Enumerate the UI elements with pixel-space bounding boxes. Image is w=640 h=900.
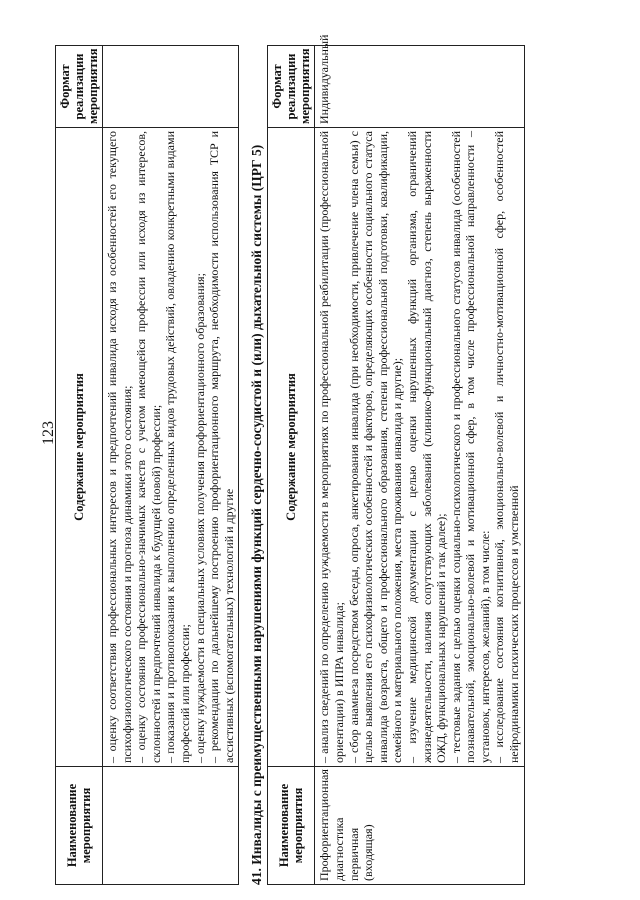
- header-format: Формат реализации мероприятия: [268, 46, 315, 128]
- list-item: – сбор анамнеза посредством беседы, опроса, анкетирования инвалида (при необходимости, привлечение члена семьи) с целью выявления его психофизиологических особенностей и факторов, определяющих особенности социального статуса инвалида (возраста, общего и профессионального образования, степени профессиональной подготовки, квалификации, семейного и материального положения, места проживания инвалида и другие);: [346, 131, 405, 763]
- list-item: – оценку соответствия профессиональных интересов и предпочтений инвалида исходя из особенностей его текущего психофизиологического состояния и прогноза динамики этого состояния;: [105, 131, 134, 763]
- list-item: – оценку состояния профессионально-значимых качеств с учетом имеющейся профессии или исходя из интересов, склонностей и предпочтений инвалида к будущей (новой) профессии;: [134, 131, 163, 763]
- header-name: Наименование мероприятия: [268, 767, 315, 885]
- list-item: – рекомендации по дальнейшему построению профориентационного маршрута, необходимости использования ТСР и ассистивных (вспомогательных) технологий и другие: [207, 131, 236, 763]
- list-item: – тестовые задания с целью оценки социально-психологического и профессионального статусов инвалида (особенностей познавательной, эмоционально-волевой и мотивационной сфер, в том числе профессиональной направленности – установок, интересов, желаний), в том числе:: [448, 131, 492, 763]
- table-header-row: [56, 46, 103, 885]
- activity-name: Профориентационная диагностика первичная (входящая): [315, 767, 524, 885]
- section-title: 41. Инвалиды с преимущественными нарушениями функций сердечно-сосудистой и (или) дыхательной системы (ЦРГ 5): [249, 144, 265, 885]
- header-name: Наименование мероприятия: [56, 767, 103, 885]
- table-continued: [55, 45, 239, 885]
- header-format: Формат реализации мероприятия: [56, 46, 103, 128]
- table-section-41: [267, 34, 524, 885]
- list-item: – анализ сведений по определению нуждаемости в мероприятиях по профессиональной реабилитации (профессиональной ориентации) в ИПРА инвалида;: [317, 131, 346, 763]
- list-item: – исследование состояния когнитивной, эмоционально-волевой и личностно-мотивационной сфер, особенностей нейродинамики психических процессов и умственной: [492, 131, 522, 763]
- table-header-row: [268, 46, 315, 885]
- content-cell: [103, 128, 239, 767]
- table-row: [103, 46, 239, 885]
- format-cell-empty: [103, 46, 239, 128]
- table-row: [315, 46, 524, 885]
- rotated-content: [55, 34, 615, 885]
- list-item: – изучение медицинской документации с целью оценки нарушенных функций организма, ограничений жизнедеятельности, наличия сопутствующих заболеваний (клинико-функциональный диагноз, степень выраженности ОЖД, функциональных нарушений и так далее);: [404, 131, 449, 763]
- header-content: Содержание мероприятия: [268, 128, 315, 767]
- page-number: 123: [40, 421, 57, 445]
- list-item: – показания и противопоказания к выполнению определенных видов трудовых действий, овладению конкретными видами профессий или профессии;: [163, 131, 192, 763]
- content-cell: [315, 128, 524, 767]
- header-content: Содержание мероприятия: [56, 128, 103, 767]
- list-item: – оценку нуждаемости в специальных условиях получения профориентационного образования;: [192, 273, 207, 763]
- name-cell-empty: [103, 767, 239, 885]
- format-cell: Индивидуальный: [315, 46, 524, 128]
